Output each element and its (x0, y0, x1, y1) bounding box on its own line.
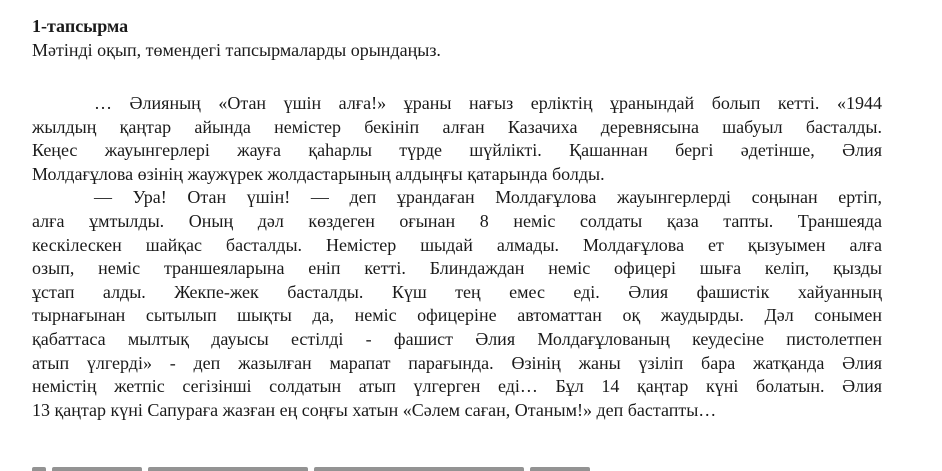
passage-line: қабаттаса мылтық дауысы естілді - фашист Әлия Молдағұлованың кеудесіне пистолетпен (32, 328, 882, 349)
task-title: 1-тапсырма (32, 16, 129, 36)
passage-line: … Әлияның «Отан үшін алға!» ұраны нағыз ерліктің ұранындай болып кетті. «1944 (94, 93, 882, 113)
passage-line: Молдағұлова өзінің жаужүрек жолдастарының алдыңғы қатарында болды. (32, 163, 605, 184)
passage-line: Кеңес жауынгерлері жауға қаһарлы түрде шүйлікті. Қашаннан бергі әдетінше, Әлия (32, 140, 882, 161)
task-instruction: Мәтінді оқып, төмендегі тапсырмаларды орындаңыз. (32, 40, 441, 60)
passage-line: немістің жетпіс сегізінші солдатын атып үлгерген еді… Бұл 14 қаңтар күні болатын. Әлия (32, 376, 882, 397)
passage-line: 13 қаңтар күні Сапураға жазған ең соңғы хатын «Сәлем саған, Отаным!» деп бастапты… (32, 399, 717, 420)
passage-line: кескілескен шайқас басталды. Немістер шыдай алмады. Молдағұлова ет қызуымен алға (32, 234, 882, 255)
cropped-text-line (32, 459, 632, 471)
passage-line: атып үлгерді» - деп жазылған марапат парағында. Өзінің жаны үзіліп бара жатқанда Әлия (32, 352, 882, 373)
passage-line: ұстап алды. Жекпе-жек басталды. Күш тең емес еді. Әлия фашистік хайуанның (32, 281, 882, 302)
passage-line: озып, неміс траншеяларына еніп кетті. Блиндаждан неміс офицері шыға келіп, қызды (32, 258, 882, 279)
passage-line: тырнағынан сытылып шықты да, неміс офицеріне автоматтан оқ жаудырды. Дәл сонымен (32, 305, 882, 326)
passage-text (32, 92, 882, 422)
passage-line: — Ура! Отан үшін! — деп ұрандаған Молдағұлова жауынгерлерді соңынан ертіп, (94, 187, 882, 208)
passage-line: алға ұмтылды. Оның дәл көздеген оғынан 8 неміс солдаты қаза тапты. Траншеяда (32, 210, 882, 231)
passage-line: жылдың қаңтар айында немістер бекініп алған Казачиха деревнясына шабуыл басталды. (32, 116, 882, 137)
